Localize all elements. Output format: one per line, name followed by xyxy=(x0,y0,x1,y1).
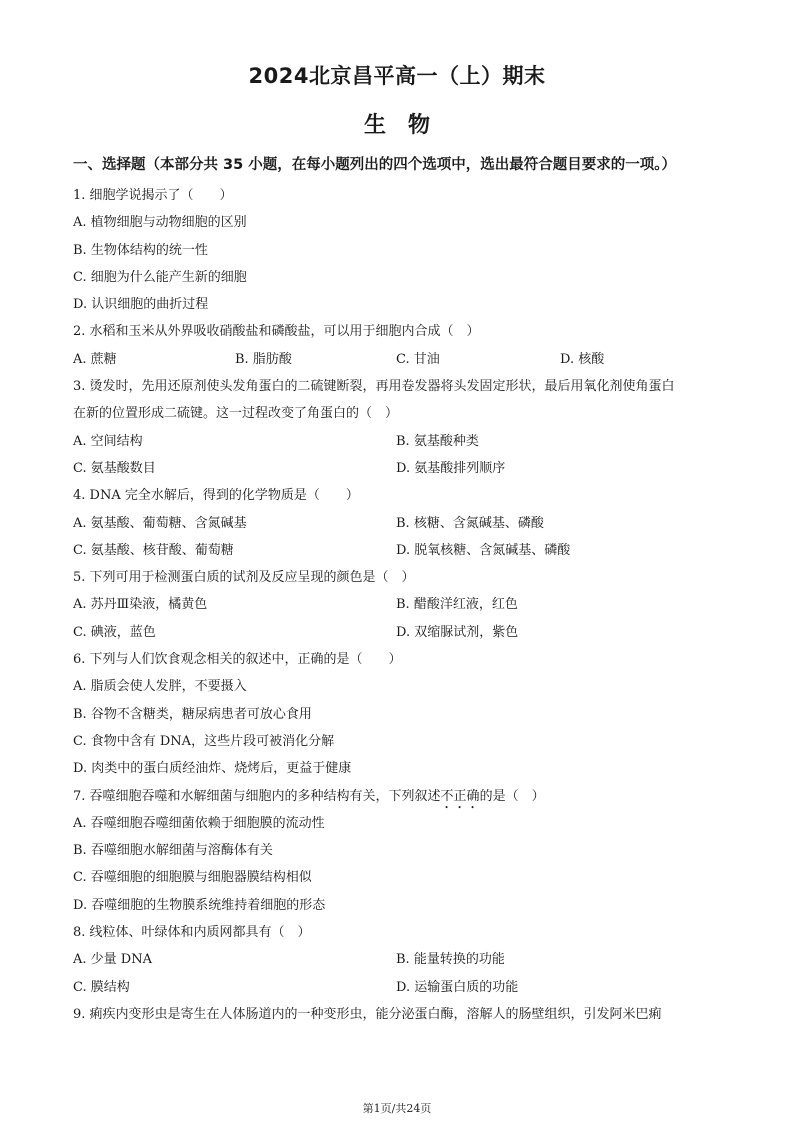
question-7-option-b: B. 吞噬细胞水解细菌与溶酶体有关 xyxy=(73,843,273,859)
question-6-option-b: B. 谷物不含糖类，糖尿病患者可放心食用 xyxy=(73,706,312,722)
question-3-options-row1 xyxy=(73,428,723,455)
question-7-option-c: C. 吞噬细胞的细胞膜与细胞器膜结构相似 xyxy=(73,870,312,886)
question-6-stem: 6. 下列与人们饮食观念相关的叙述中，正确的是（ ） xyxy=(73,652,402,668)
question-1-option-a: A. 植物细胞与动物细胞的区别 xyxy=(73,215,247,231)
question-3-options-row2 xyxy=(73,455,723,482)
question-5-options-row2 xyxy=(73,619,723,646)
question-3-option-c: C. 氨基酸数目 xyxy=(73,460,156,476)
question-8-option-d: D. 运输蛋白质的功能 xyxy=(396,979,519,995)
question-5-stem: 5. 下列可用于检测蛋白质的试剂及反应呈现的颜色是（ ） xyxy=(73,570,415,586)
question-1-stem: 1. 细胞学说揭示了（ ） xyxy=(73,188,233,203)
question-7-emphasis: 不正确 xyxy=(440,788,480,804)
question-2-option-a: A. 蔗糖 xyxy=(73,351,117,367)
question-5-options-row1 xyxy=(73,591,723,618)
question-7-option-a: A. 吞噬细胞吞噬细菌依赖于细胞膜的流动性 xyxy=(73,815,325,831)
question-4-option-a: A. 氨基酸、葡萄糖、含氮碱基 xyxy=(73,515,247,531)
question-7-stem-pre: 7. 吞噬细胞吞噬和水解细菌与细胞内的多种结构有关，下列叙述 xyxy=(73,788,441,804)
question-2-option-c: C. 甘油 xyxy=(396,351,440,367)
question-8-options-row2 xyxy=(73,974,723,1001)
question-3-stem-line2: 在新的位置形成二硫键。这一过程改变了角蛋白的（ ） xyxy=(73,406,399,422)
question-8-stem: 8. 线粒体、叶绿体和内质网都具有（ ） xyxy=(73,925,311,941)
question-6-option-c: C. 食物中含有 DNA，这些片段可被消化分解 xyxy=(73,733,335,749)
question-7-stem xyxy=(73,783,723,810)
question-3-option-d: D. 氨基酸排列顺序 xyxy=(396,460,506,476)
question-4-option-d: D. 脱氧核糖、含氮碱基、磷酸 xyxy=(396,542,571,558)
question-3-option-a: A. 空间结构 xyxy=(73,433,143,449)
question-8-option-a: A. 少量 DNA xyxy=(73,952,152,968)
subject-title: 生 物 xyxy=(363,113,430,138)
question-2-option-d: D. 核酸 xyxy=(560,351,605,367)
question-8-option-c: C. 膜结构 xyxy=(73,979,130,995)
section-heading: 一、选择题（本部分共 35 小题，在每小题列出的四个选项中，选出最符合题目要求的一项。） xyxy=(73,157,677,173)
question-4-stem: 4. DNA 完全水解后，得到的化学物质是（ ） xyxy=(73,488,359,504)
question-1-option-b: B. 生物体结构的统一性 xyxy=(73,242,208,258)
question-8-option-b: B. 能量转换的功能 xyxy=(396,952,505,968)
question-3-option-b: B. 氨基酸种类 xyxy=(396,433,479,449)
question-5-option-a: A. 苏丹Ⅲ染液，橘黄色 xyxy=(73,597,208,613)
question-2-option-b: B. 脂肪酸 xyxy=(235,351,292,367)
question-6-option-d: D. 肉类中的蛋白质经油炸、烧烤后，更益于健康 xyxy=(73,761,352,777)
question-list xyxy=(73,182,723,1028)
question-9-stem: 9. 痢疾内变形虫是寄生在人体肠道内的一种变形虫，能分泌蛋白酶，溶解人的肠壁组织，引发阿米巴痢 xyxy=(73,1006,662,1022)
question-5-option-c: C. 碘液，蓝色 xyxy=(73,624,156,640)
question-5-option-d: D. 双缩脲试剂，紫色 xyxy=(396,624,519,640)
question-8-options-row1 xyxy=(73,946,723,973)
question-7-stem-post: 的是（ ） xyxy=(479,788,545,804)
question-5-option-b: B. 醋酸洋红液，红色 xyxy=(396,597,518,613)
question-4-options-row2 xyxy=(73,537,723,564)
question-1-option-d: D. 认识细胞的曲折过程 xyxy=(73,297,209,313)
exam-title: 2024北京昌平高一（上）期末 xyxy=(248,64,546,88)
question-6-option-a: A. 脂质会使人发胖，不要摄入 xyxy=(73,679,247,695)
question-1-option-c: C. 细胞为什么能产生新的细胞 xyxy=(73,269,247,285)
question-2-stem: 2. 水稻和玉米从外界吸收硝酸盐和磷酸盐，可以用于细胞内合成（ ） xyxy=(73,324,480,340)
question-2-options xyxy=(73,346,723,373)
question-4-option-b: B. 核糖、含氮碱基、磷酸 xyxy=(396,515,544,531)
question-4-options-row1 xyxy=(73,510,723,537)
question-7-option-d: D. 吞噬细胞的生物膜系统维持着细胞的形态 xyxy=(73,897,326,913)
question-3-stem-line1: 3. 烫发时，先用还原剂使头发角蛋白的二硫键断裂，再用卷发器将头发固定形状，最后用氧化剂使角蛋白 xyxy=(73,379,675,395)
page-footer: 第1页/共24页 xyxy=(362,1102,432,1115)
question-4-option-c: C. 氨基酸、核苷酸、葡萄糖 xyxy=(73,542,234,558)
